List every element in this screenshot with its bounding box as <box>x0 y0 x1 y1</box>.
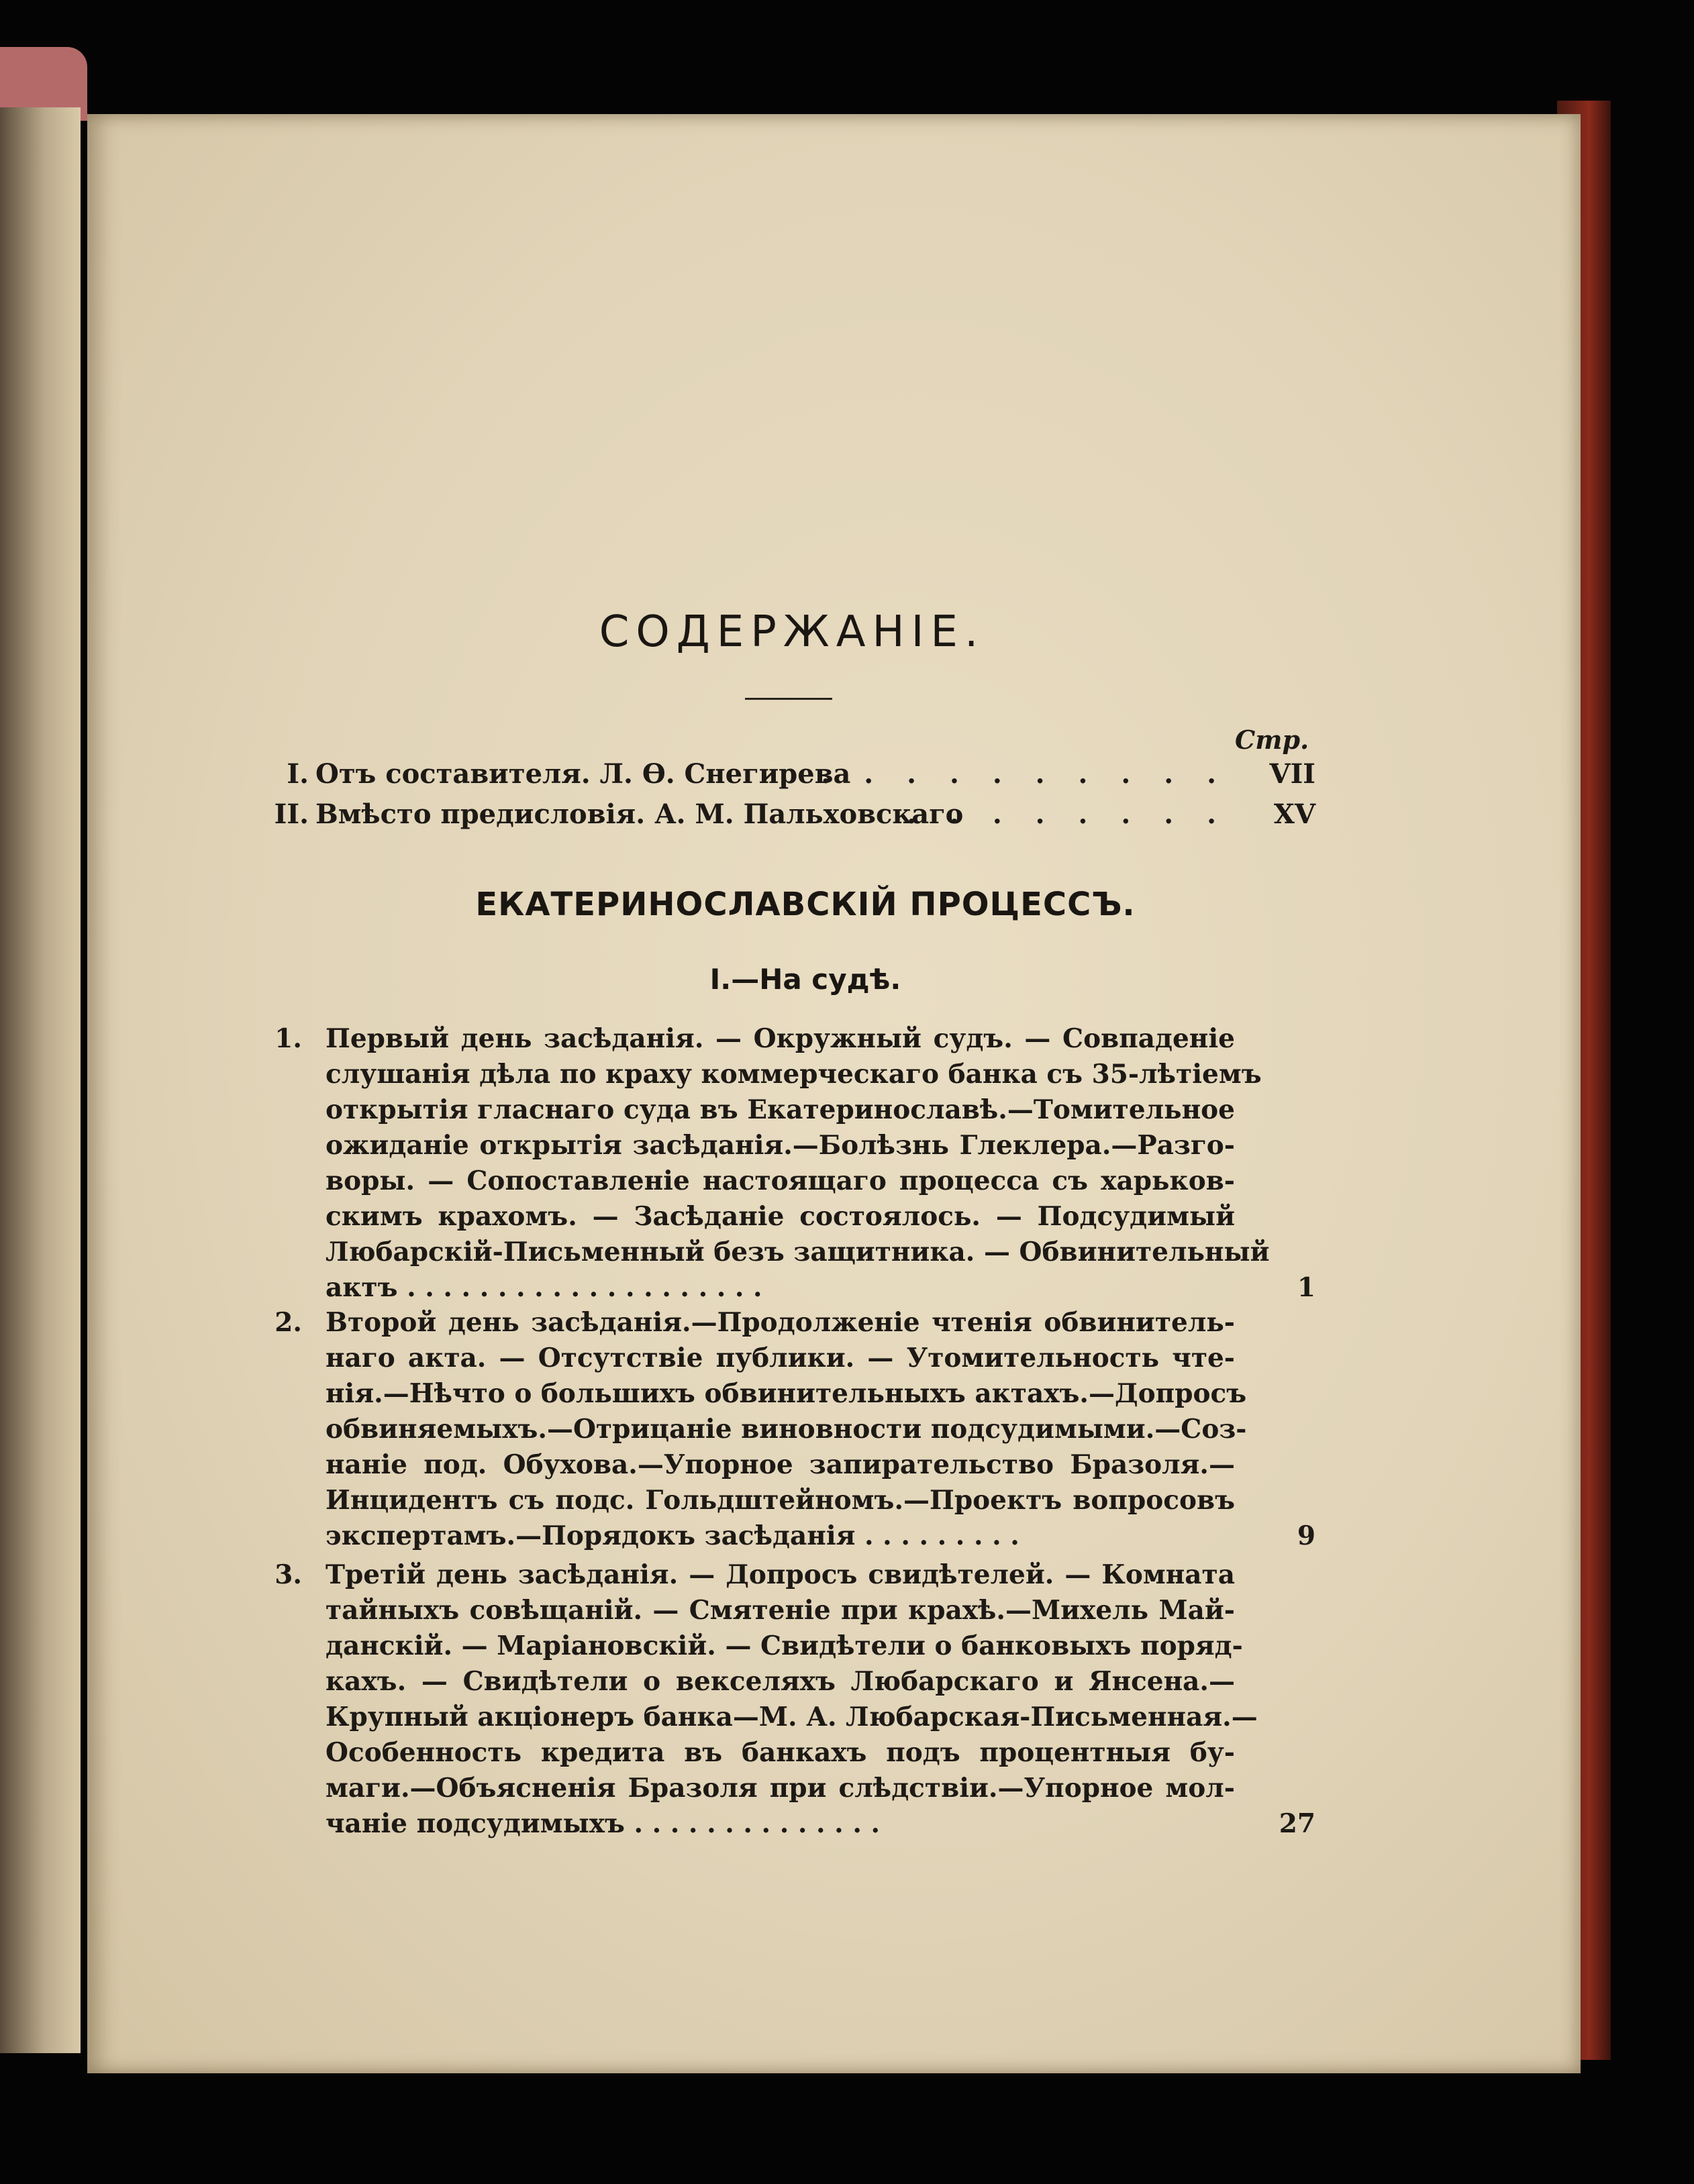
entry-line: чаніе подсудимыхъ . . . . . . . . . . . . . . <box>326 1808 881 1839</box>
entry-text <box>326 1305 1247 1554</box>
entry-text <box>326 1021 1270 1306</box>
entry-line: кахъ. — Свидѣтели о векселяхъ Любарскаго и Янсена.— <box>326 1666 1235 1697</box>
entry-number: II. <box>274 798 309 830</box>
entry-line: слушанія дѣла по краху коммерческаго банка съ 35-лѣтіемъ <box>326 1059 1262 1090</box>
front-matter-entry <box>262 798 1315 832</box>
entry-line: актъ . . . . . . . . . . . . . . . . . . . . <box>326 1272 762 1303</box>
entry-number: 2. <box>275 1307 302 1338</box>
entry-label: Отъ составителя. Л. Ѳ. Снегирева <box>315 758 851 790</box>
entry-text <box>326 1557 1258 1842</box>
entry-line: экспертамъ.—Порядокъ засѣданія . . . . . . . . . <box>326 1520 1019 1551</box>
entry-line: Второй день засѣданія.—Продолженіе чтенія обвинитель- <box>326 1307 1235 1338</box>
toc-entry <box>268 1557 1315 1842</box>
entry-line: ожиданіе открытія засѣданія.—Болѣзнь Глеклера.—Разго- <box>326 1130 1235 1161</box>
dot-leader: . . . . . . . . <box>907 798 1228 830</box>
entry-line: открытія гласнаго суда въ Екатеринославѣ.—Томительное <box>326 1094 1235 1125</box>
entry-line: маги.—Объясненія Бразоля при слѣдствіи.—Упорное мол- <box>326 1773 1235 1804</box>
entry-line: воры. — Сопоставленіе настоящаго процесса съ харьков- <box>326 1165 1235 1196</box>
entry-line: скимъ крахомъ. — Засѣданіе состоялось. — Подсудимый <box>326 1201 1235 1232</box>
page-column-label: Стр. <box>1235 725 1309 755</box>
entry-page: 1 <box>1297 1272 1315 1303</box>
entry-page: 9 <box>1297 1520 1315 1551</box>
toc-entry <box>268 1021 1315 1306</box>
entry-line: наніе под. Обухова.—Упорное запирательство Бразоля.— <box>326 1449 1235 1480</box>
front-matter-entry <box>262 758 1315 792</box>
entry-page: VII <box>1269 758 1315 790</box>
dot-leader: . . . . . . . . . . <box>821 758 1228 790</box>
entry-page: XV <box>1273 798 1315 830</box>
sub-heading: I.—На судѣ. <box>709 963 901 996</box>
entry-line: Любарскій-Письменный безъ защитника. — Обвинительный <box>326 1237 1270 1267</box>
entry-number: 1. <box>275 1023 302 1054</box>
page-title: СОДЕРЖАНIЕ. <box>599 607 985 657</box>
entry-line: нія.—Нѣчто о большихъ обвинительныхъ актахъ.—Допросъ <box>326 1378 1247 1409</box>
toc-entry <box>268 1305 1315 1554</box>
entry-line: Третій день засѣданія. — Допросъ свидѣтелей. — Комната <box>326 1559 1235 1590</box>
entry-line: обвиняемыхъ.—Отрицаніе виновности подсудимыми.—Соз- <box>326 1414 1247 1445</box>
entry-number: 3. <box>275 1559 302 1590</box>
title-divider <box>745 698 832 700</box>
entry-line: Особенность кредита въ банкахъ подъ процентныя бу- <box>326 1737 1235 1768</box>
entry-page: 27 <box>1279 1808 1315 1839</box>
entry-line: Первый день засѣданія. — Окружный судъ. — Совпаденіе <box>326 1023 1235 1054</box>
entry-line: тайныхъ совѣщаній. — Смятеніе при крахѣ.—Михель Май- <box>326 1595 1235 1626</box>
entry-line: данскій. — Маріановскій. — Свидѣтели о банковыхъ поряд- <box>326 1630 1243 1661</box>
entry-line: наго акта. — Отсутствіе публики. — Утомительность чте- <box>326 1343 1235 1373</box>
entry-line: Инцидентъ съ подс. Гольдштейномъ.—Проектъ вопросовъ <box>326 1485 1235 1516</box>
entry-number: I. <box>287 758 309 790</box>
left-page-edge <box>0 107 81 2053</box>
section-heading: ЕКАТЕРИНОСЛАВСКIЙ ПРОЦЕССЪ. <box>475 886 1136 923</box>
entry-line: Крупный акціонеръ банка—М. А. Любарская-Письменная.— <box>326 1702 1258 1732</box>
entry-label: Вмѣсто предисловія. А. М. Пальховскаго <box>315 798 964 830</box>
